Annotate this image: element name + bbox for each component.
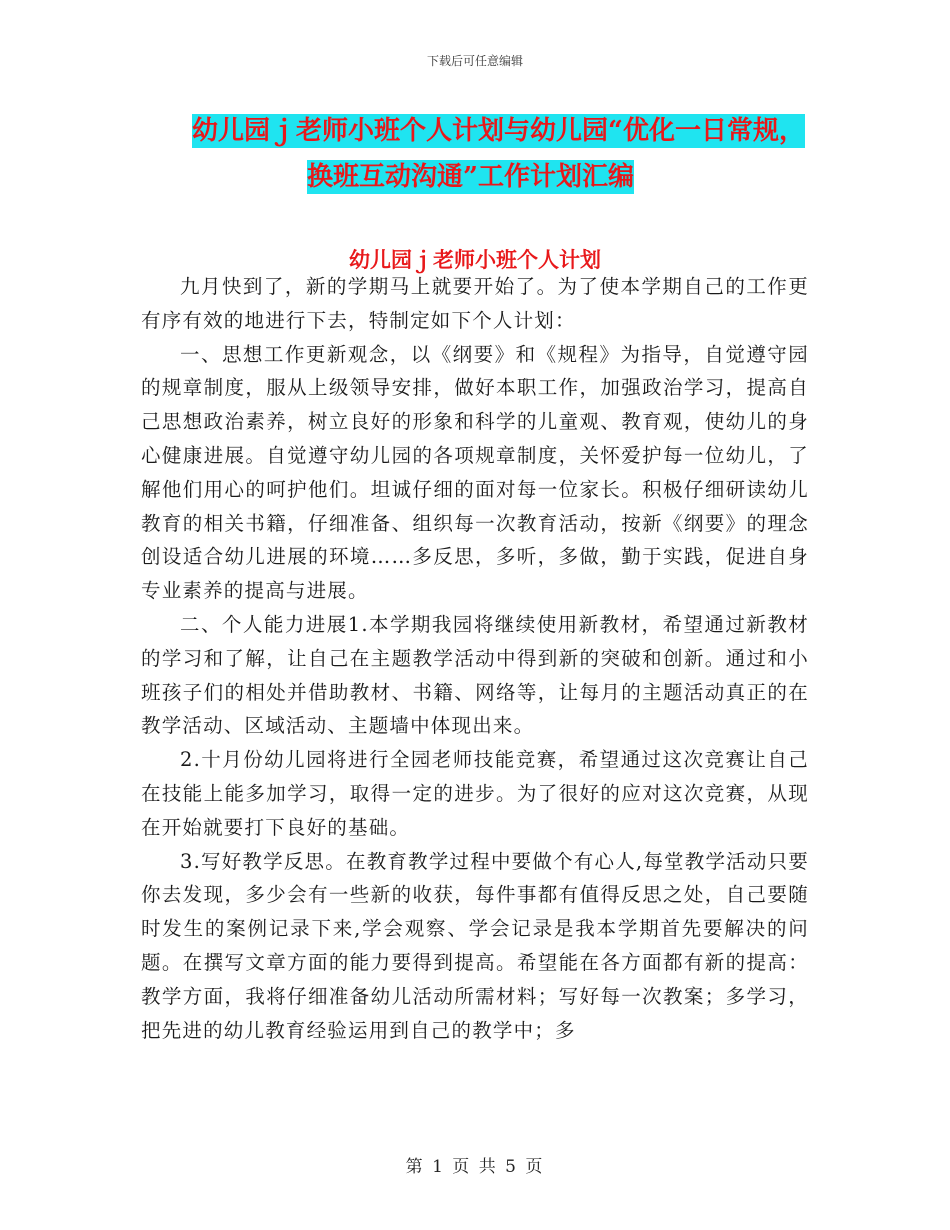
paragraph: 九月快到了，新的学期马上就要开始了。为了使本学期自己的工作更有序有效的地进行下去，特制定如下个人计划： xyxy=(141,275,809,332)
page-footer: 第 1 页 共 5 页 xyxy=(405,1157,545,1177)
document-title-line-1: 幼儿园ｊ老师小班个人计划与幼儿园“优化一日常规， xyxy=(192,116,805,146)
paragraph: 二、个人能力进展1.本学期我园将继续使用新教材，希望通过新教材的学习和了解，让自己在主题教学活动中得到新的突破和创新。通过和小班孩子们的相处并借助教材、书籍、网络等，让每月的主题活动真正的在教学活动、区域活动、主题墙中体现出来。 xyxy=(141,612,809,738)
document-title-line-2: 换班互动沟通”工作计划汇编 xyxy=(307,162,634,192)
document-title xyxy=(192,108,832,200)
header-note: 下载后可任意编辑 xyxy=(426,54,523,68)
paragraph: 3.写好教学反思。在教育教学过程中要做个有心人,每堂教学活动只要你去发现，多少会有一些新的收获，每件事都有值得反思之处，自己要随时发生的案例记录下来,学会观察、学会记录是我本学期首先要解决的问题。在撰写文章方面的能力要得到提高。希望能在各方面都有新的提高：教学方面，我将仔细准备幼儿活动所需材料；写好每一次教案；多学习，把先进的幼儿教育经验运用到自己的教学中；多 xyxy=(141,849,809,1042)
paragraph: 2.十月份幼儿园将进行全园老师技能竞赛，希望通过这次竞赛让自己在技能上能多加学习，取得一定的进步。为了很好的应对这次竞赛，从现在开始就要打下良好的基础。 xyxy=(141,748,809,839)
body-text xyxy=(141,270,809,1047)
paragraph: 一、思想工作更新观念，以《纲要》和《规程》为指导，自觉遵守园的规章制度，服从上级领导安排，做好本职工作，加强政治学习，提高自己思想政治素养，树立良好的形象和科学的儿童观、教育观，使幼儿的身心健康进展。自觉遵守幼儿园的各项规章制度，关怀爱护每一位幼儿，了解他们用心的呵护他们。坦诚仔细的面对每一位家长。积极仔细研读幼儿教育的相关书籍，仔细准备、组织每一次教育活动，按新《纲要》的理念创设适合幼儿进展的环境……多反思，多听，多做，勤于实践，促进自身专业素养的提高与进展。 xyxy=(141,342,809,603)
section-title: 幼儿园ｊ老师小班个人计划 xyxy=(349,247,601,272)
